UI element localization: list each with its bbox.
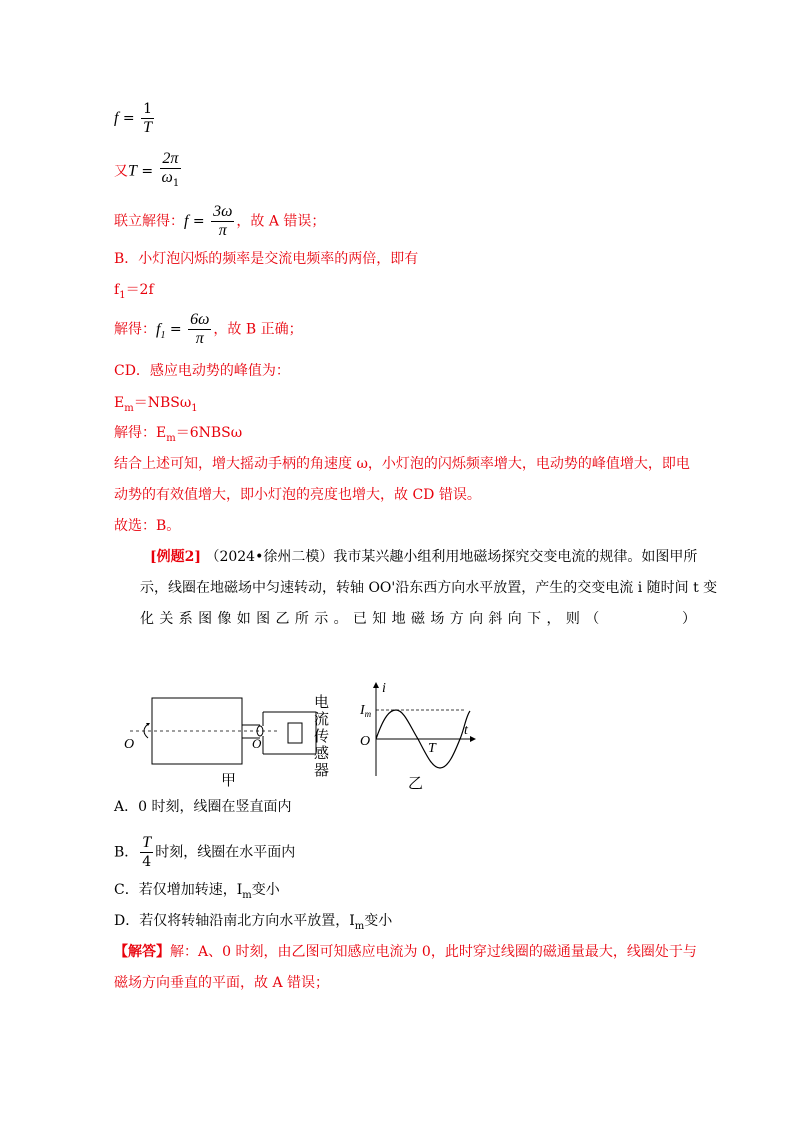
label-T: T: [428, 741, 436, 756]
fraction-den: T: [143, 119, 152, 136]
lianli-prefix: 联立解得：: [114, 213, 184, 230]
answer-line-2: 磁场方向垂直的平面，故 A 错误；: [114, 975, 330, 991]
fraction-T-over-4: $\frac{T}{4}$: [142, 834, 152, 870]
solution-b-line: B．小灯泡闪烁的频率是交流电频率的两倍，即有: [114, 251, 419, 267]
label-O-prime: O′: [252, 735, 264, 751]
example-line-3: 化关系图像如图乙所示。已知地磁场方向斜向下，则（ ）: [140, 611, 696, 627]
lianli-suffix: ，故 A 错误；: [236, 213, 326, 230]
T-symbol: T: [128, 162, 137, 180]
solution-em: $E_m=NBS\omega_1$: [114, 395, 198, 414]
label-Im: $I_m$: [360, 703, 372, 719]
option-b: B． $\frac{T}{4}$ 时刻，线圈在水平面内: [114, 834, 296, 870]
formula-T: [114, 150, 183, 193]
figure-jia: [118, 688, 338, 788]
option-a: A．0 时刻，线圈在竖直面内: [114, 799, 292, 815]
y-arrow-icon: [373, 682, 379, 688]
example-line-2: 示，线圈在地磁场中匀速转动，转轴 OO'沿东西方向水平放置，产生的交变电流 i 随时间 t 变: [140, 580, 718, 596]
solution-jie: 解得：$E_m=6NBS\omega$: [114, 425, 243, 444]
fraction-num: 1: [143, 101, 153, 117]
solution-f1: $f_1=2f$: [114, 282, 154, 301]
solution-summary-1: 结合上述可知，增大摇动手柄的角速度 ω，小灯泡的闪烁频率增大，电动势的峰值增大，即电: [114, 456, 690, 472]
example-source: （2024•徐州二模）: [205, 549, 334, 565]
example-line-1: [150, 547, 697, 567]
fraction-num: 2π: [160, 150, 182, 169]
answer-tag: 【解答】: [114, 944, 170, 960]
label-O: O: [124, 737, 135, 752]
f-symbol: f: [114, 109, 119, 127]
formula-f: [114, 100, 156, 137]
axis-t: t: [464, 723, 468, 738]
fraction-2pi-over-omega: [160, 150, 182, 193]
option-d: D．若仅将转轴沿南北方向水平放置，$I_m$变小: [114, 913, 393, 932]
equals: =: [122, 110, 135, 127]
you-prefix: 又: [114, 163, 128, 180]
jiede-suffix: ，故 B 正确；: [213, 321, 303, 338]
example-tag: [例题2]: [150, 549, 201, 565]
sensor-box: [288, 723, 302, 743]
equals: =: [141, 163, 154, 180]
formula-jiede: 解得：$f_1$ = $\frac{6\omega}{\pi}$ ，故 B 正确；: [114, 311, 303, 347]
caption-yi: 乙: [408, 776, 424, 792]
origin-O: O: [360, 734, 371, 749]
jiede-prefix: 解得：: [114, 321, 156, 338]
axis-i: i: [382, 681, 386, 696]
figure-yi: [356, 676, 486, 796]
fraction-3omega-over-pi: $\frac{3\omega}{\pi}$: [213, 203, 233, 239]
solution-answer: 故选：B。: [114, 518, 181, 534]
solution-cd-line: CD．感应电动势的峰值为：: [114, 363, 290, 379]
option-c: C．若仅增加转速，$I_m$变小: [114, 882, 280, 901]
fraction-6omega-over-pi: $\frac{6\omega}{\pi}$: [190, 311, 210, 347]
formula-lianli: 联立解得：f = $\frac{3\omega}{\pi}$ ，故 A 错误；: [114, 203, 326, 239]
sensor-label: 电 流 传 感 器: [314, 693, 330, 779]
caption-jia: 甲: [221, 773, 237, 788]
solution-summary-2: 动势的有效值增大，即小灯泡的亮度也增大，故 CD 错误。: [114, 487, 481, 503]
example-stem-1: 我市某兴趣小组利用地磁场探究交变电流的规律。如图甲所: [333, 549, 698, 565]
fraction-1-over-T: [141, 100, 154, 137]
fraction-den: $\omega_1$: [161, 169, 180, 189]
x-arrow-icon: [470, 736, 476, 742]
answer-line-1: 【解答】解：A、0 时刻，由乙图可知感应电流为 0，此时穿过线圈的磁通量最大，线圈处于与: [114, 944, 697, 960]
